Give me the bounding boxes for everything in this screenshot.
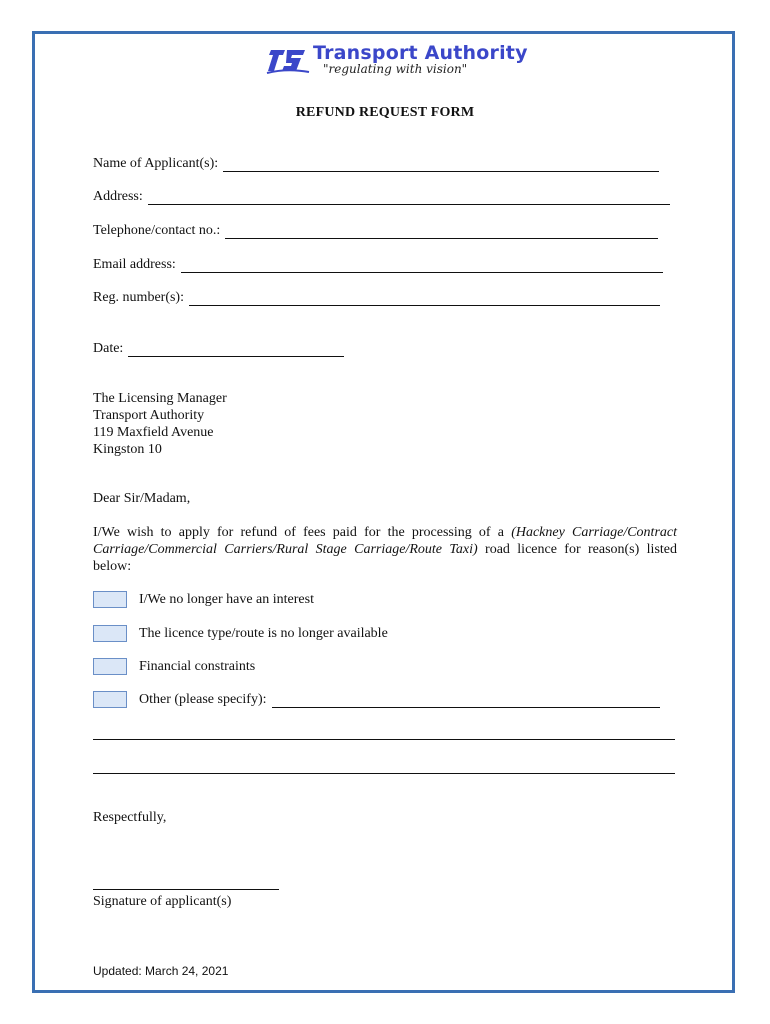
reason-checkbox[interactable] [93, 658, 127, 675]
recipient-line: The Licensing Manager [93, 391, 227, 406]
name-input-line[interactable] [223, 157, 659, 172]
reason-option[interactable] [93, 625, 388, 642]
name-label: Name of Applicant(s): [93, 156, 219, 171]
date-label: Date: [93, 341, 124, 356]
recipient-address [93, 390, 227, 458]
recipient-line: Transport Authority [93, 408, 205, 423]
reason-checkbox[interactable] [93, 625, 127, 642]
reg-number-label: Reg. number(s): [93, 290, 184, 305]
other-specify-line-2[interactable] [93, 739, 675, 740]
tagline: "regulating with vision" [323, 62, 468, 76]
signature-line[interactable] [93, 889, 279, 890]
recipient-line: Kingston 10 [93, 442, 162, 457]
signature-label: Signature of applicant(s) [93, 894, 232, 909]
form-title: REFUND REQUEST FORM [295, 105, 475, 120]
org-name: Transport Authority [313, 42, 528, 64]
address-input-line[interactable] [148, 190, 670, 205]
reg-number-field[interactable] [93, 290, 660, 306]
email-input-line[interactable] [181, 258, 663, 273]
telephone-input-line[interactable] [225, 224, 658, 239]
reg-number-input-line[interactable] [189, 291, 660, 306]
name-field[interactable] [93, 156, 659, 172]
address-label: Address: [93, 189, 143, 204]
recipient-line: 119 Maxfield Avenue [93, 425, 214, 440]
reason-label: The licence type/route is no longer available [139, 625, 388, 641]
reason-label: I/We no longer have an interest [139, 591, 314, 607]
other-specify-line[interactable] [272, 693, 660, 708]
page-border [32, 31, 735, 993]
date-input-line[interactable] [128, 342, 344, 357]
letter-body [93, 524, 677, 575]
address-field[interactable] [93, 189, 670, 205]
reason-label: Financial constraints [139, 658, 256, 674]
other-specify-line-3[interactable] [93, 773, 675, 774]
reason-option[interactable] [93, 658, 255, 675]
updated-date: Updated: March 24, 2021 [93, 964, 229, 978]
closing: Respectfully, [93, 810, 167, 825]
email-label: Email address: [93, 257, 176, 272]
date-field[interactable] [93, 341, 344, 357]
telephone-field[interactable] [93, 223, 658, 239]
reason-label: Other (please specify): [139, 691, 267, 707]
body-start: I/We wish to apply for refund of fees paid for the processing of a [93, 525, 504, 540]
reason-option[interactable] [93, 591, 314, 608]
reason-checkbox[interactable] [93, 691, 127, 708]
reason-checkbox[interactable] [93, 591, 127, 608]
licence-types: (Hackney Carriage/Contract Carriage/Commercial Carriers/Rural Stage Carriage/Route Taxi) [93, 525, 678, 557]
telephone-label: Telephone/contact no.: [93, 223, 221, 238]
ta-logo-icon [265, 44, 311, 76]
email-field[interactable] [93, 257, 663, 273]
body-end: road licence for reason(s) listed below: [93, 542, 677, 574]
reason-option-other[interactable] [93, 691, 660, 708]
salutation: Dear Sir/Madam, [93, 491, 191, 506]
logo [265, 42, 528, 82]
